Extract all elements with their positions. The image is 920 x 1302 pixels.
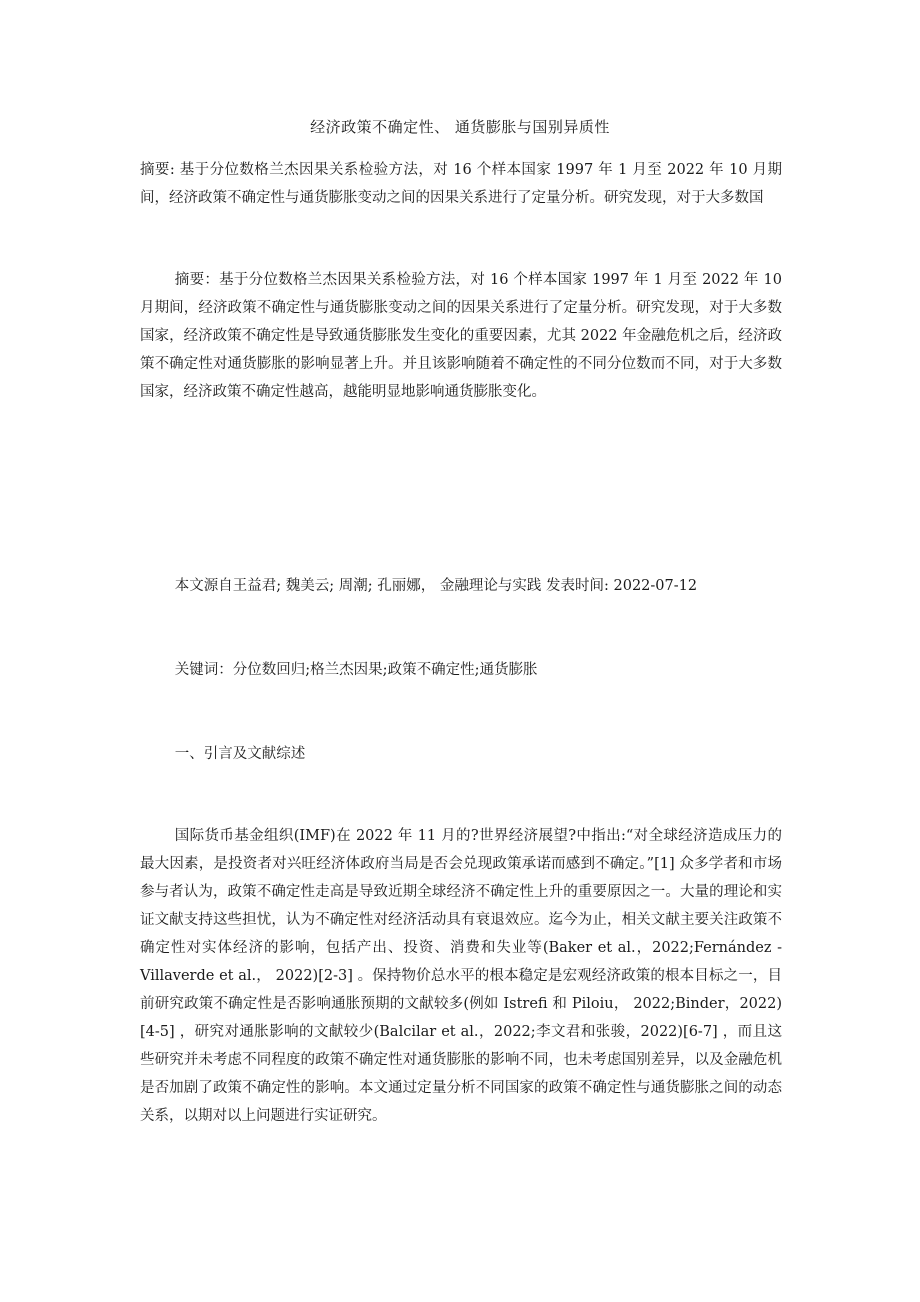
abstract-short-paragraph: 摘要: 基于分位数格兰杰因果关系检验方法，对 16 个样本国家 1997 年 1 月至 2022 年 10 月期间，经济政策不确定性与通货膨胀变动之间的因果关系进行了定量分析。研究发现，对于大多数国 [140,162,782,206]
keywords-line: 关键词：分位数回归;格兰杰因果;政策不确定性;通货膨胀 [174,662,538,678]
source-attribution: 本文源自王益君; 魏美云; 周潮; 孔丽娜， 金融理论与实践 发表时间: 2022-07-12 [174,578,698,594]
document-title: 经济政策不确定性、 通货膨胀与国别异质性 [310,118,610,136]
intro-paragraph: 国际货币基金组织(IMF)在 2022 年 11 月的?世界经济展望?中指出:“对全球经济造成压力的最大因素，是投资者对兴旺经济体政府当局是否会兑现政策承诺而感到不确定。”[1] 众多学者和市场参与者认为，政策不确定性走高是导致近期全球经济不确定性上升的重要原因之一。大量的理论和实证文献支持这些担忧，认为不确定性对经济活动具有衰退效应。迄今为止，相关文献主要关注政策不确定性对实体经济的影响，包括产出、投资、消费和失业等(Baker et al.，2022;Fernández - Villaverde et al.， 2022)[2-3] 。保持物价总水平的根本稳定是宏观经济政策的根本目标之一，目前研究政策不确定性是否影响通胀预期的文献较多(例如 Istrefi 和 Piloiu， 2022;Binder，2022)[4-5] ，研究对通胀影响的文献较少(Balcilar et al.，2022;李文君和张骏，2022)[6-7] ，而且这些研究并未考虑不同程度的政策不确定性对通货膨胀的影响不同，也未考虑国别差异，以及金融危机是否加剧了政策不确定性的影响。本文通过定量分析不同国家的政策不确定性与通货膨胀之间的动态关系，以期对以上问题进行实证研究。 [140,828,782,1124]
section-heading: 一、引言及文献综述 [174,746,306,762]
abstract-full-paragraph: 摘要：基于分位数格兰杰因果关系检验方法，对 16 个样本国家 1997 年 1 月至 2022 年 10 月期间，经济政策不确定性与通货膨胀变动之间的因果关系进行了定量分析。研究发现，对于大多数国家，经济政策不确定性是导致通货膨胀发生变化的重要因素，尤其 2022 年金融危机之后，经济政策不确定性对通货膨胀的影响显著上升。并且该影响随着不确定性的不同分位数而不同，对于大多数国家，经济政策不确定性越高，越能明显地影响通货膨胀变化。 [140,272,782,400]
